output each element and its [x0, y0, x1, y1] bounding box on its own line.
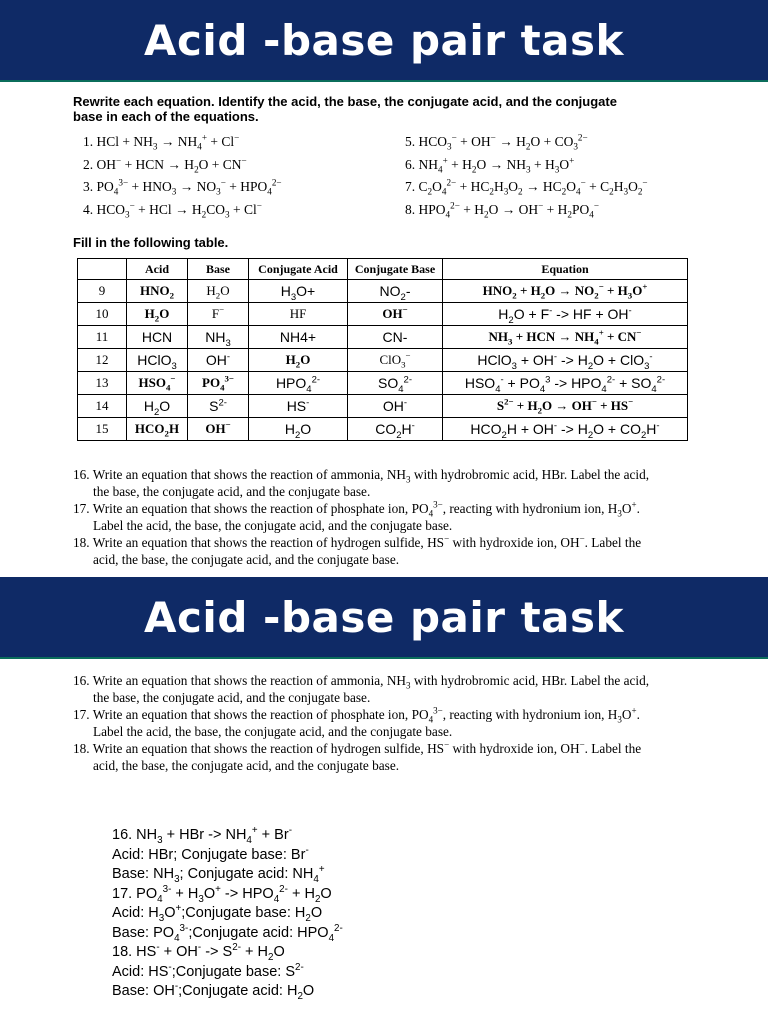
table-row: 10 $H_2O$ F− HF OH− $H_2O + F^-$ -> HF + OH- — [78, 303, 688, 326]
answers-block — [112, 826, 343, 1002]
equation-6: 6. $NH_4^+ + H_2O \to NH_3 + H_3O^+$ — [405, 155, 575, 175]
slide1-title: Acid -base pair task — [144, 16, 624, 65]
table-row: 15 $HCO_2H$ OH− $H_2O$ $CO_2H^-$ $HCO_2H + OH^- -> H_2O + CO_2H^-$ — [78, 418, 688, 441]
question-17: 17. Write an equation that shows the reaction of phosphate ion, $PO_4^{3-}$, reacting with hydronium ion, $H_3O^+$. — [73, 705, 640, 725]
table-row: 11 HCN $NH_3$ NH4+ CN- $NH_3$ + HCN → $NH_4^+ + CN^-$ — [78, 326, 688, 349]
table-row: 9 $HNO_2$ $H_2O$ $H_3O+$ $NO_2-$ $HNO_2 + H_2O \to NO_2^- + H_3O^+$ — [78, 280, 688, 303]
row-number: 9 — [78, 280, 127, 303]
equation-1: 1. HCl + $NH_3 \to NH_4^+ + Cl^-$ — [83, 132, 240, 152]
answer-17-acid: Acid: $H_3O^+;Conjugate$ base: $H_2O$ — [112, 903, 323, 924]
table-row: 13 $HSO_4^-$ $PO_4^{3-}$ $HPO_4^{2-}$ $SO_4^{2-}$ $HSO_4^- + PO_4^3 -> HPO_4^{2-} + SO_4^{2-}$ — [78, 372, 688, 395]
answer-16-base: Base: $NH_3$; Conjugate acid: $NH_4^+$ — [112, 864, 325, 885]
slide2-title-banner — [0, 577, 768, 659]
col-header-conjugate-base: Conjugate Base — [348, 259, 443, 280]
question-18: 18. Write an equation that shows the reaction of hydrogen sulfide, HS− with hydroxide ion, OH−. Label the — [73, 533, 642, 550]
equation-2: 2. OH− + HCN → $H_2O + CN^-$ — [83, 155, 247, 175]
table-row: 12 HClO$_3$ OH- $H_2O$ ClO$_3$− HClO$_3$ + $OH^- -> H_2O + ClO_3^-$ — [78, 349, 688, 372]
answer-18-equation: 18. $HS^- + OH^- -> S^{2-} + H_2O$ — [112, 942, 285, 963]
slide1-title-banner — [0, 0, 768, 82]
acid-base-table — [77, 258, 688, 441]
questions-slide1: 16. Write an equation that shows the reaction of ammonia, $NH_3$ with hydrobromic acid, HBr. Label the acid, the base, the conjugate acid, and the conjugate base. 17. Write an equation that shows the reaction of phosphate ion, $PO_4^{3-}$, reacting with hydronium ion, $H_3O^+$. Label the acid, the base, the conjugate acid, and the conjugate base. 18. Write an equation that shows the reaction of hydrogen sulfide, HS− with hydroxide ion, OH−. Label the acid, the base, the conjugate acid, and the conjugate base. — [73, 466, 713, 568]
equation-list-left — [83, 131, 282, 221]
equation-list-right — [405, 131, 648, 221]
table-header-row — [78, 259, 688, 280]
questions-slide2: 16. Write an equation that shows the reaction of ammonia, $NH_3$ with hydrobromic acid, HBr. Label the acid, the base, the conjugate acid, and the conjugate base. 17. Write an equation that shows the reaction of phosphate ion, $PO_4^{3-}$, reacting with hydronium ion, $H_3O^+$. Label the acid, the base, the conjugate acid, and the conjugate base. 18. Write an equation that shows the reaction of hydrogen sulfide, HS− with hydroxide ion, OH−. Label the acid, the base, the conjugate acid, and the conjugate base. — [73, 672, 713, 774]
answer-16-equation: 16. $NH_3$ + HBr -> $NH_4^+ + Br^-$ — [112, 825, 292, 846]
answer-18-acid: Acid: HS-;Conjugate base: $S^{2-}$ — [112, 961, 304, 980]
col-header-equation: Equation — [443, 259, 688, 280]
equation-7: 7. $C_2O_4^{2-} + HC_2H_3O_2 \to HC_2O_4^- + C_2H_3O_2^-$ — [405, 177, 648, 197]
row-number: 14 — [78, 395, 127, 418]
row-number: 11 — [78, 326, 127, 349]
col-header-base: Base — [188, 259, 249, 280]
answer-18-base: Base: OH-;Conjugate acid: $H_2O$ — [112, 981, 315, 1002]
answer-17-equation: 17. $PO_4^{3-} + H_3O^+ -> HPO_4^{2-} + H_2O$ — [112, 883, 332, 905]
row-number: 10 — [78, 303, 127, 326]
instruction-rewrite: Rewrite each equation. Identify the acid, the base, the conjugate acid, and the conjugate base in each of the equations. — [73, 94, 617, 124]
question-17: 17. Write an equation that shows the reaction of phosphate ion, $PO_4^{3-}$, reacting with hydronium ion, $H_3O^+$. — [73, 499, 640, 519]
col-header-number — [78, 259, 127, 280]
col-header-conjugate-acid: Conjugate Acid — [249, 259, 348, 280]
slide2-title: Acid -base pair task — [144, 593, 624, 642]
question-16: 16. Write an equation that shows the reaction of ammonia, $NH_3$ with hydrobromic acid, HBr. Label the acid, — [73, 673, 650, 691]
table-row: 14 $H_2O$ $S^{2-}$ HS- OH- $S^{2-} + H_2O \to OH^- + HS^-$ — [78, 395, 688, 418]
answer-17-base: Base: $PO_4^{3-};Conjugate$ acid: $HPO_4^{2-}$ — [112, 922, 343, 944]
equation-3: 3. $PO_4^{3-} + HNO_3 \to NO_3^- + HPO_4^{2-}$ — [83, 177, 282, 197]
equation-8: 8. $HPO_4^{2-} + H_2O \to OH^- + H_2PO_4^-$ — [405, 200, 600, 220]
col-header-acid: Acid — [127, 259, 188, 280]
question-16: 16. Write an equation that shows the reaction of ammonia, $NH_3$ with hydrobromic acid, HBr. Label the acid, — [73, 467, 650, 485]
equation-4: 4. $HCO_3^-$ + HCl → $H_2CO_3 + Cl^-$ — [83, 200, 262, 220]
row-number: 15 — [78, 418, 127, 441]
question-18: 18. Write an equation that shows the reaction of hydrogen sulfide, HS− with hydroxide ion, OH−. Label the — [73, 739, 642, 756]
row-number: 12 — [78, 349, 127, 372]
row-number: 13 — [78, 372, 127, 395]
equation-5: 5. $HCO_3^- + OH^- \to H_2O + CO_3^{2-}$ — [405, 132, 588, 152]
instruction-fill-table: Fill in the following table. — [73, 235, 229, 250]
answer-16-acid: Acid: HBr; Conjugate base: Br- — [112, 844, 309, 863]
